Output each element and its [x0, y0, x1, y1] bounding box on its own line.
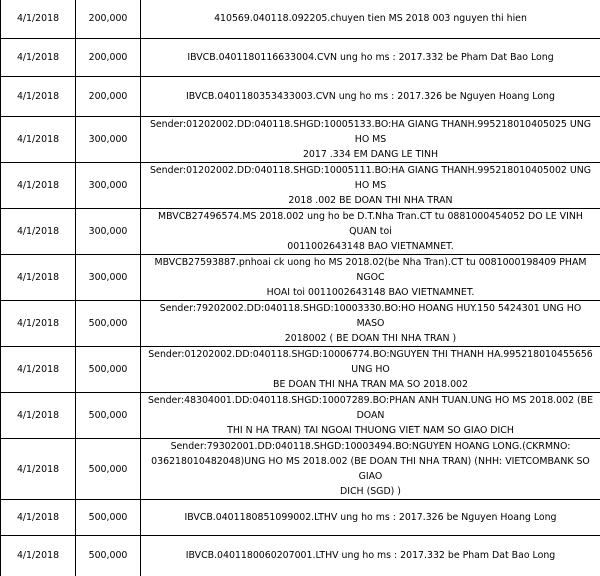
date-cell: 4/1/2018 [1, 536, 76, 576]
table-row [1, 39, 600, 77]
table-row [1, 209, 600, 255]
date-cell: 4/1/2018 [1, 117, 76, 163]
description-cell [141, 209, 600, 255]
date-cell: 4/1/2018 [1, 163, 76, 209]
table-row [1, 77, 600, 117]
description-cell [141, 255, 600, 301]
description-text: IBVCB.0401180851099002.LTHV ung ho ms : 2017.326 be Nguyen Hoang Long [147, 510, 594, 525]
amount-cell: 200,000 [76, 0, 141, 39]
description-text: IBVCB.0401180116633004.CVN ung ho ms : 2017.332 be Pham Dat Bao Long [147, 50, 594, 65]
description-text: IBVCB.0401180060207001.LTHV ung ho ms : 2017.332 be Pham Dat Bao Long [147, 548, 594, 563]
description-cell [141, 439, 600, 500]
description-text: Sender:01202002.DD:040118.SHGD:10005111.BO:HA GIANG THANH.995218010405002 UNG HO MS 2018 .002 BE DOAN THI NHA TRAN [147, 163, 594, 208]
description-cell [141, 77, 600, 117]
amount-cell: 500,000 [76, 439, 141, 500]
table-row [1, 439, 600, 500]
description-cell [141, 536, 600, 576]
amount-cell: 500,000 [76, 301, 141, 347]
date-cell: 4/1/2018 [1, 439, 76, 500]
date-cell: 4/1/2018 [1, 347, 76, 393]
table-row [1, 117, 600, 163]
amount-cell: 200,000 [76, 77, 141, 117]
amount-cell: 500,000 [76, 536, 141, 576]
description-cell [141, 347, 600, 393]
description-cell [141, 301, 600, 347]
date-cell: 4/1/2018 [1, 500, 76, 536]
date-cell: 4/1/2018 [1, 209, 76, 255]
description-text: Sender:48304001.DD:040118.SHGD:10007289.BO:PHAN ANH TUAN.UNG HO MS 2018.002 (BE DOAN THI N HA TRAN) TAI NGOAI THUONG VIET NAM SO GIAO DICH [147, 393, 594, 438]
table-row [1, 500, 600, 536]
description-cell [141, 393, 600, 439]
date-cell: 4/1/2018 [1, 77, 76, 117]
date-cell: 4/1/2018 [1, 393, 76, 439]
amount-cell: 500,000 [76, 393, 141, 439]
table-row [1, 347, 600, 393]
amount-cell: 300,000 [76, 255, 141, 301]
table-row [1, 536, 600, 576]
description-text: MBVCB27496574.MS 2018.002 ung ho be D.T.Nha Tran.CT tu 0881000454052 DO LE VINH QUAN toi 0011002643148 BAO VIETNAMNET. [147, 209, 594, 254]
amount-cell: 500,000 [76, 347, 141, 393]
transactions-body [1, 0, 600, 576]
description-text: Sender:01202002.DD:040118.SHGD:10005133.BO:HA GIANG THANH.995218010405025 UNG HO MS 2017 .334 EM DANG LE TINH [147, 117, 594, 162]
description-cell [141, 0, 600, 39]
description-text: Sender:79302001.DD:040118.SHGD:10003494.BO:NGUYEN HOANG LONG.(CKRMNO: 036218010482048)UNG HO MS 2018.002 (BE DOAN THI NHA TRAN) (NHH: VIETCOMBANK SO GIAO DICH (SGD) ) [147, 439, 594, 499]
description-text: 410569.040118.092205.chuyen tien MS 2018 003 nguyen thi hien [147, 11, 594, 26]
date-cell: 4/1/2018 [1, 301, 76, 347]
date-cell: 4/1/2018 [1, 39, 76, 77]
description-text: Sender:79202002.DD:040118.SHGD:10003330.BO:HO HOANG HUY.150 5424301 UNG HO MASO 2018002 ( BE DOAN THI NHA TRAN ) [147, 301, 594, 346]
description-text: MBVCB27593887.pnhoai ck uong ho MS 2018.02(be Nha Tran).CT tu 0081000198409 PHAM NGOC HOAI toi 0011002643148 BAO VIETNAMNET. [147, 255, 594, 300]
amount-cell: 500,000 [76, 500, 141, 536]
description-cell [141, 500, 600, 536]
description-cell [141, 39, 600, 77]
description-cell [141, 163, 600, 209]
table-row [1, 163, 600, 209]
amount-cell: 200,000 [76, 39, 141, 77]
amount-cell: 300,000 [76, 209, 141, 255]
date-cell: 4/1/2018 [1, 0, 76, 39]
description-text: IBVCB.0401180353433003.CVN ung ho ms : 2017.326 be Nguyen Hoang Long [147, 89, 594, 104]
amount-cell: 300,000 [76, 163, 141, 209]
description-cell [141, 117, 600, 163]
table-row [1, 0, 600, 39]
table-row [1, 393, 600, 439]
table-row [1, 255, 600, 301]
amount-cell: 300,000 [76, 117, 141, 163]
description-text: Sender:01202002.DD:040118.SHGD:10006774.BO:NGUYEN THI THANH HA.995218010455656 UNG HO BE DOAN THI NHA TRAN MA SO 2018.002 [147, 347, 594, 392]
date-cell: 4/1/2018 [1, 255, 76, 301]
table-row [1, 301, 600, 347]
